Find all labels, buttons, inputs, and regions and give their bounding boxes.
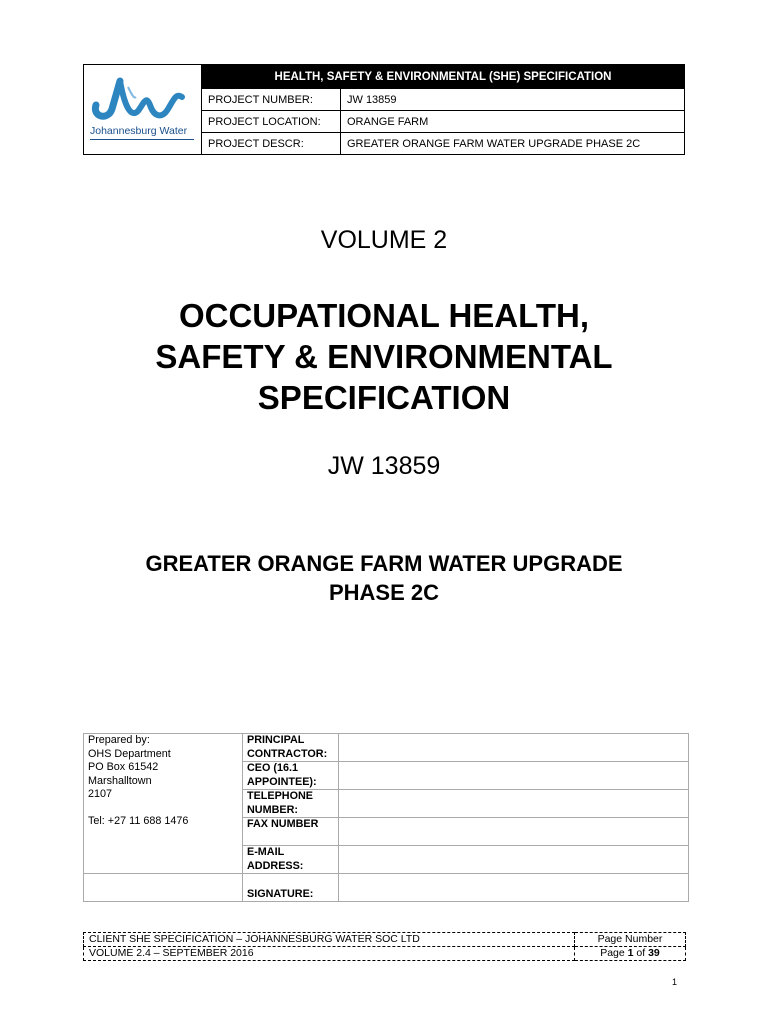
header-label: PROJECT NUMBER: [202,89,341,110]
page-total: 39 [648,947,660,959]
footer-page-heading: Page Number [575,933,686,947]
address-line: Tel: +27 11 688 1476 [88,815,189,827]
field-label: SIGNATURE: [243,874,339,902]
field-value[interactable] [339,790,689,818]
address-line: 2107 [88,788,113,800]
logo-text: Johannesburg Water [90,125,188,137]
prepared-by-address [84,734,243,874]
header-value: ORANGE FARM [347,115,429,128]
document-title [0,295,768,418]
header-value: JW 13859 [347,93,397,106]
field-value[interactable] [339,734,689,762]
page-current: 1 [627,947,634,959]
address-spacer [88,802,238,816]
title-line: SAFETY & ENVIRONMENTAL [155,338,613,375]
johannesburg-water-logo [84,65,202,154]
empty-cell [84,874,243,902]
volume-label: VOLUME 2 [320,226,448,254]
field-label: PRINCIPAL CONTRACTOR: [243,734,339,762]
header-row [202,132,684,154]
field-label: FAX NUMBER [243,818,339,846]
header-info [202,65,684,154]
field-value[interactable] [339,818,689,846]
field-value[interactable] [339,874,689,902]
document-subtitle [0,549,768,607]
page-number: 1 [672,977,678,987]
header-row [202,88,684,110]
project-code: JW 13859 [327,452,441,480]
title-line: OCCUPATIONAL HEALTH, [178,297,590,334]
header-label: PROJECT LOCATION: [202,111,341,132]
field-value[interactable] [339,846,689,874]
header-title: HEALTH, SAFETY & ENVIRONMENTAL (SHE) SPECIFICATION [202,65,684,88]
jw-logo-icon [90,75,194,125]
address-line: Marshalltown [88,774,152,787]
field-label: E-MAIL ADDRESS: [243,846,339,874]
footer-client: CLIENT SHE SPECIFICATION – JOHANNESBURG WATER SOC LTD [84,933,575,947]
logo-underline [90,139,194,140]
page-prefix: Page [600,947,628,959]
footer-table [83,932,686,961]
footer-page-count [575,947,686,961]
header-label: PROJECT DESCR: [202,133,341,154]
header-table [83,64,685,155]
address-line: Prepared by: [88,734,150,746]
address-line: OHS Department [88,747,171,760]
title-line: SPECIFICATION [257,379,511,416]
header-row [202,110,684,132]
field-label: CEO (16.1 APPOINTEE): [243,762,339,790]
footer-volume: VOLUME 2.4 – SEPTEMBER 2016 [84,947,575,961]
page-of: of [633,947,649,959]
subtitle-line: PHASE 2C [328,580,440,605]
address-line: PO Box 61542 [88,761,159,773]
header-value: GREATER ORANGE FARM WATER UPGRADE PHASE 2C [347,137,641,150]
subtitle-line: GREATER ORANGE FARM WATER UPGRADE [145,551,623,576]
field-value[interactable] [339,762,689,790]
field-label: TELEPHONE NUMBER: [243,790,339,818]
prepared-by-table [83,733,689,902]
